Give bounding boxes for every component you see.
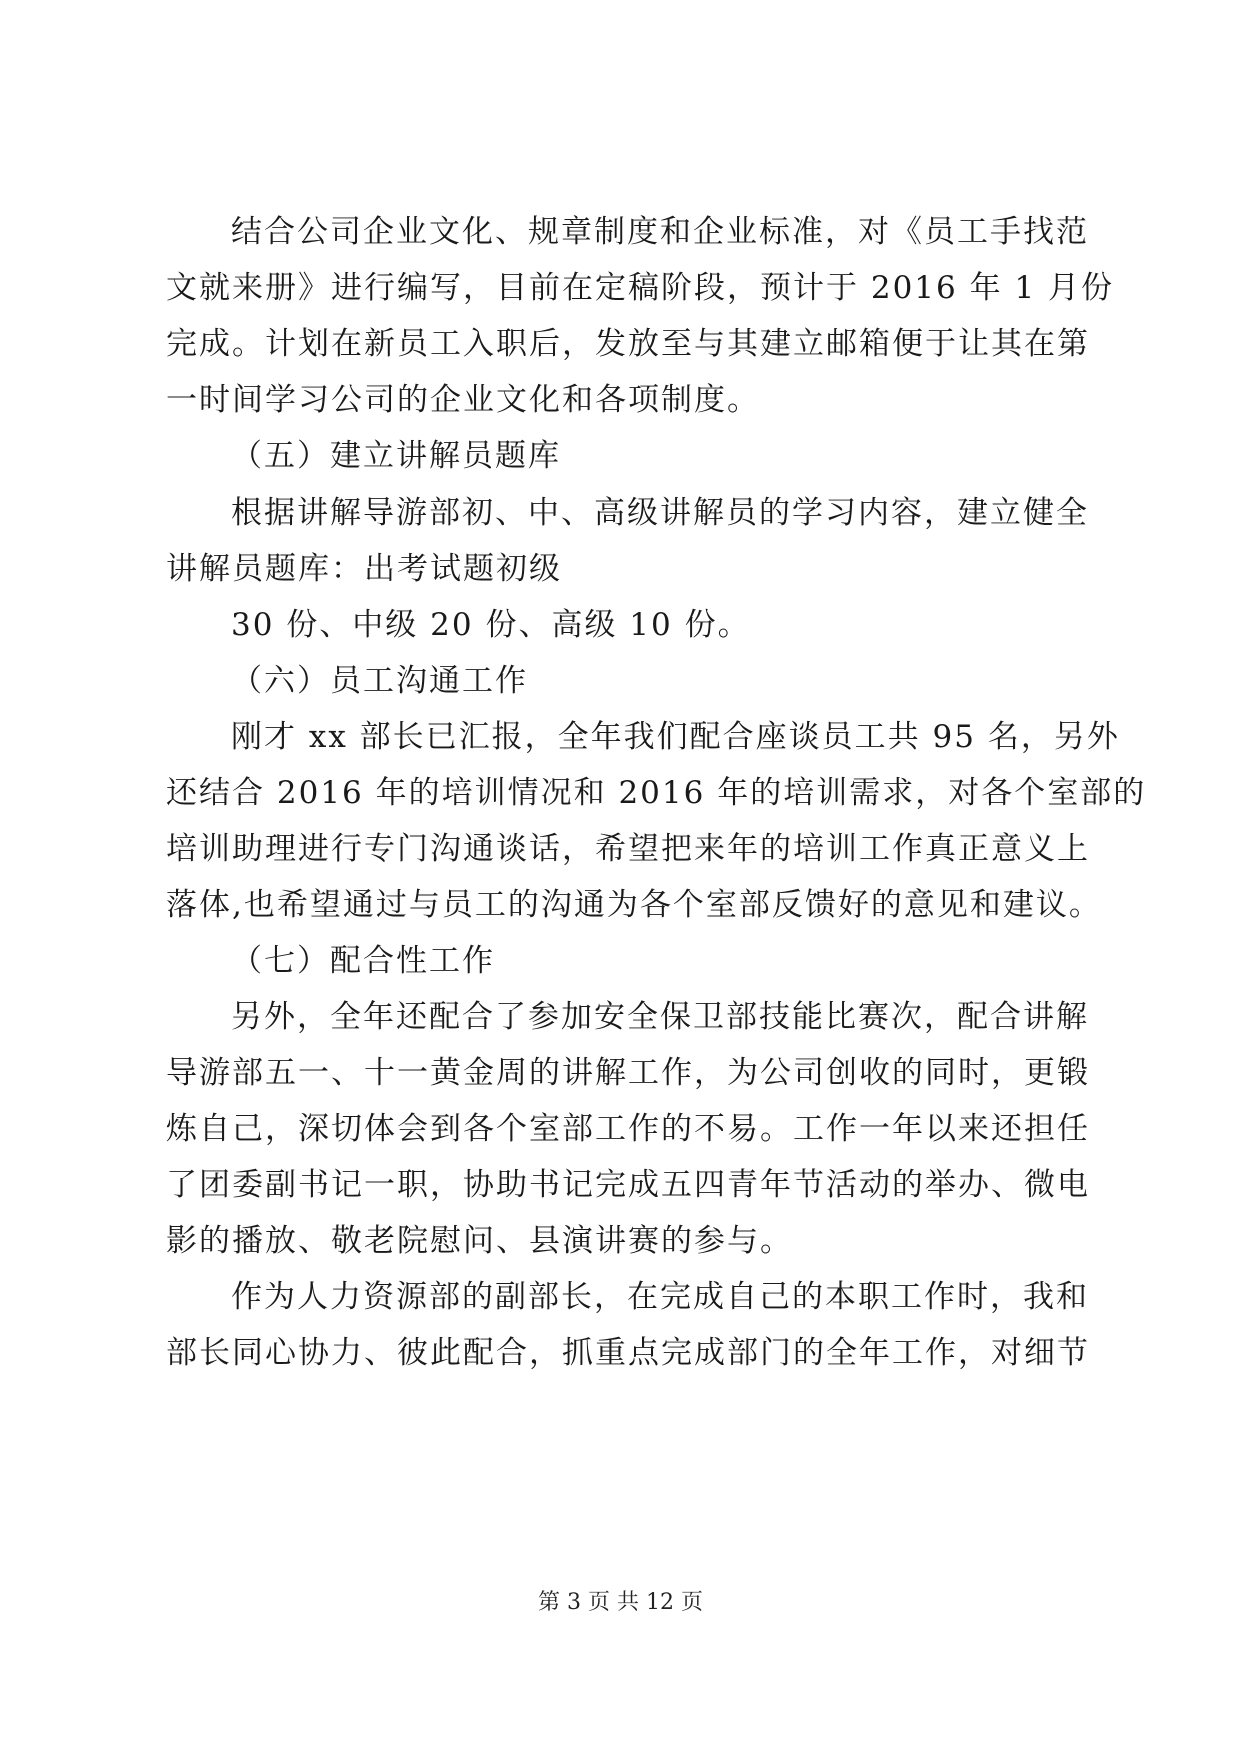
paragraph-line: 另外，全年还配合了参加安全保卫部技能比赛次，配合讲解 [231,999,1089,1035]
paragraph-line: 完成。计划在新员工入职后，发放至与其建立邮箱便于让其在第 [166,326,1090,362]
paragraph-line: 炼自己，深切体会到各个室部工作的不易。工作一年以来还担任 [166,1111,1090,1147]
paragraph-line: 导游部五一、十一黄金周的讲解工作，为公司创收的同时，更锻 [166,1055,1090,1091]
section-heading: （六）员工沟通工作 [231,663,528,699]
paragraph-line: 培训助理进行专门沟通谈话，希望把来年的培训工作真正意义上 [166,831,1090,867]
paragraph-line: 落体,也希望通过与员工的沟通为各个室部反馈好的意见和建议。 [166,887,1102,923]
paragraph-line: 讲解员题库：出考试题初级 [166,551,562,587]
paragraph-line: 一时间学习公司的企业文化和各项制度。 [166,382,760,418]
paragraph-line: 结合公司企业文化、规章制度和企业标准，对《员工手找范 [231,214,1089,250]
section-heading: （七）配合性工作 [231,943,495,979]
paragraph-line: 文就来册》进行编写，目前在定稿阶段，预计于 2016 年 1 月份 [166,270,1115,306]
paragraph-line: 根据讲解导游部初、中、高级讲解员的学习内容，建立健全 [231,495,1089,531]
paragraph-line: 部长同心协力、彼此配合，抓重点完成部门的全年工作，对细节 [166,1335,1090,1371]
paragraph-line: 影的播放、敬老院慰问、县演讲赛的参与。 [166,1223,793,1259]
paragraph-line: 了团委副书记一职，协助书记完成五四青年节活动的举办、微电 [166,1167,1090,1203]
paragraph-line: 刚才 xx 部长已汇报，全年我们配合座谈员工共 95 名，另外 [231,719,1120,755]
paragraph-line: 30 份、中级 20 份、高级 10 份。 [231,607,751,643]
section-heading: （五）建立讲解员题库 [231,438,561,474]
paragraph-line: 还结合 2016 年的培训情况和 2016 年的培训需求，对各个室部的 [166,775,1147,811]
paragraph-line: 作为人力资源部的副部长，在完成自己的本职工作时，我和 [231,1279,1089,1315]
page-footer: 第 3 页 共 12 页 [538,1590,703,1615]
